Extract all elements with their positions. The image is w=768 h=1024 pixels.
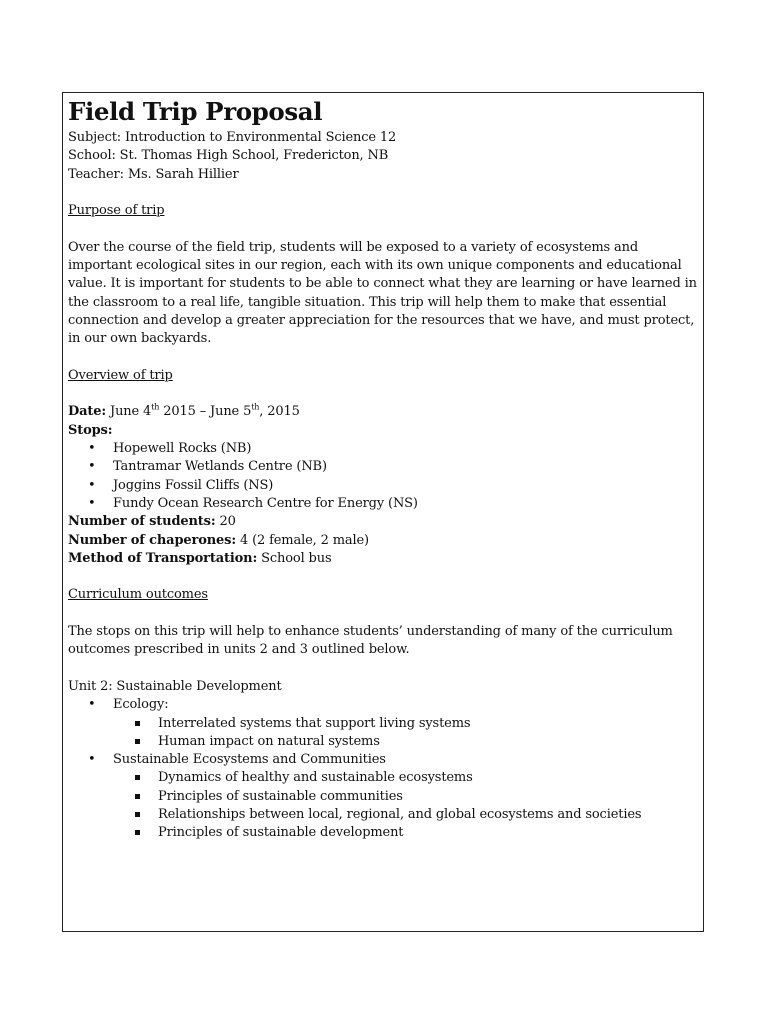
students-value: 20 [215,514,236,530]
bullet-icon: • [88,459,96,475]
date-start: June 4 [110,404,152,420]
purpose-heading: Purpose of trip [68,203,165,219]
stops-label: Stops: [68,422,113,438]
chaperones-line [68,532,698,550]
subtopics-list [68,769,698,842]
overview-heading: Overview of trip [68,367,173,383]
transport-value: School bus [257,550,332,566]
bullet-icon: • [88,697,96,713]
topics-list [68,696,698,714]
curriculum-heading: Curriculum outcomes [68,587,208,603]
chaperones-value: 4 (2 female, 2 male) [235,532,369,548]
bullet-icon: • [88,495,96,511]
stop-item [68,440,698,458]
subtopic-label: Principles of sustainable communities [158,788,403,804]
date-mid: 2015 – June 5 [159,404,252,420]
subtopic-label: Dynamics of healthy and sustainable ecosystems [158,770,473,786]
subject-line: Subject: Introduction to Environmental Science 12 [68,130,397,145]
stop-label: Tantramar Wetlands Centre (NB) [113,459,327,475]
subtopic-item [113,769,698,787]
subtopic-item [113,806,698,824]
document-body [68,95,698,843]
subtopic-label: Principles of sustainable development [158,825,404,841]
topic-label: Ecology: [113,697,169,713]
transport-label: Method of Transportation: [68,550,258,566]
subtopics-list [68,715,698,752]
curriculum-intro: The stops on this trip will help to enhance students’ understanding of many of the curriculum outcomes prescribed in units 2 and 3 outlined below. [68,624,673,658]
stop-item [68,495,698,513]
date-end: , 2015 [259,404,300,420]
subtopic-label: Interrelated systems that support living systems [158,715,471,731]
subtopic-item [113,788,698,806]
subtopic-label: Relationships between local, regional, and global ecosystems and societies [158,806,642,822]
bullet-icon: • [88,752,96,768]
page-title: Field Trip Proposal [68,97,323,126]
stop-label: Joggins Fossil Cliffs (NS) [113,477,274,493]
subtopic-item [113,733,698,751]
subtopic-item [113,715,698,733]
square-bullet-icon [135,721,140,726]
bullet-icon: • [88,441,96,457]
teacher-line: Teacher: Ms. Sarah Hillier [68,166,239,182]
date-line [68,403,698,421]
transport-line [68,550,698,568]
date-end-suffix: th [251,403,260,413]
unit-title: Unit 2: Sustainable Development [68,678,282,694]
topic-item [68,696,698,714]
document-frame [62,92,704,932]
date-label: Date: [68,404,107,420]
square-bullet-icon [135,794,140,799]
stop-label: Fundy Ocean Research Centre for Energy (NS) [113,495,418,511]
square-bullet-icon [135,830,140,835]
students-label: Number of students: [68,514,216,530]
square-bullet-icon [135,812,140,817]
chaperones-label: Number of chaperones: [68,532,236,548]
topic-item [68,751,698,769]
stop-item [68,458,698,476]
square-bullet-icon [135,775,140,780]
square-bullet-icon [135,739,140,744]
bullet-icon: • [88,477,96,493]
stops-list [68,440,698,513]
subtopic-item [113,824,698,842]
topic-label: Sustainable Ecosystems and Communities [113,752,386,768]
stop-item [68,477,698,495]
date-start-suffix: th [151,403,160,413]
students-line [68,513,698,531]
subtopic-label: Human impact on natural systems [158,733,380,749]
topics-list [68,751,698,769]
stop-label: Hopewell Rocks (NB) [113,441,252,457]
purpose-paragraph: Over the course of the field trip, students will be exposed to a variety of ecosystems and important ecological sites in our region, each with its own unique components and educational value. It is important for students to be able to connect what they are learning or have learned in the classroom to a real life, tangible situation. This trip will help them to make that essential connection and develop a greater appreciation for the resources that we have, and must protect, in our own backyards. [68,239,697,347]
school-line: School: St. Thomas High School, Fredericton, NB [68,148,389,164]
